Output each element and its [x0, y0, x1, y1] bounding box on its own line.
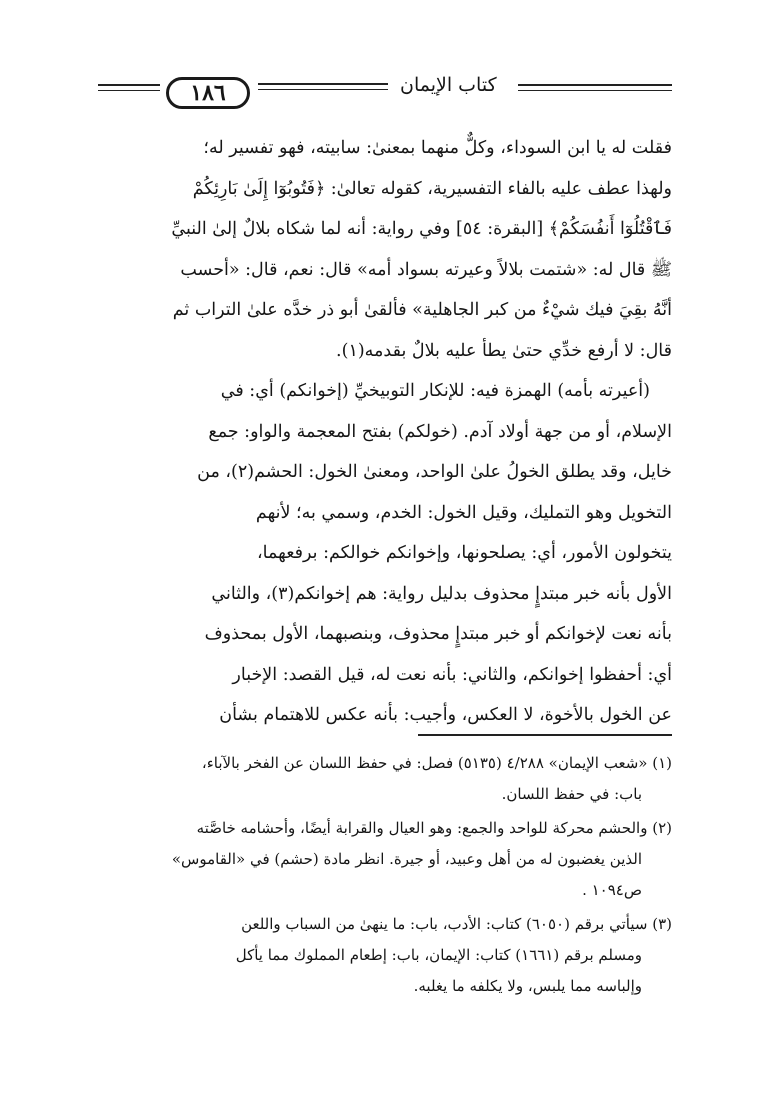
main-text [98, 128, 672, 736]
header-rule-right [258, 83, 388, 85]
text-line: الإسلام، أو من جهة أولاد آدم. (خولكم) بفتح المعجمة والواو: جمع [208, 421, 672, 442]
page-header [98, 70, 672, 116]
header-rule-right-thin [258, 89, 388, 90]
text-line: خايل، وقد يطلق الخولُ علىٰ الواحد، ومعنىٰ الخول: الحشم(٢)، من [197, 462, 672, 482]
footnote-1: (١) «شعب الإيمان» ٤/٢٨٨ (٥١٣٥) فصل: في حفظ اللسان عن الفخر بالآباء، [201, 754, 672, 772]
footnote-3-cont: ومسلم برقم (١٦٦١) كتاب: الإيمان، باب: إطعام المملوك مما يأكل [235, 946, 642, 964]
text-line: التخويل وهو التمليك، وقيل الخول: الخدم، وسمي به؛ لأنهم [255, 502, 672, 523]
text-line: فَٱقْتُلُوٓا أَنفُسَكُمْ﴾ [البقرة: ٥٤] وفي رواية: أنه لما شكاه بلالٌ إلىٰ النبيِّ [171, 219, 672, 239]
text-line: (أعيرته بأمه) الهمزة فيه: للإنكار التوبيخيِّ (إخوانكم) أي: في [220, 381, 650, 401]
header-rule-left-thin [98, 90, 160, 91]
text-line: أي: أحفظوا إخوانكم، والثاني: بأنه نعت له، قيل القصد: الإخبار [232, 664, 672, 685]
text-line: يتخولون الأمور، أي: يصلحونها، وإخوانكم خوالكم: برفعهما، [257, 543, 672, 563]
text-line: بأنه نعت لإخوانكم أو خبر مبتدإٍ محذوف، وبنصبهما، الأول بمحذوف [204, 624, 672, 644]
text-line: ولهذا عطف عليه بالفاء التفسيرية، كقوله تعالىٰ: ﴿فَتُوبُوٓا إِلَىٰ بَارِئِكُمْ [192, 178, 672, 199]
footnote-2-cont: ص١٠٩٤ . [582, 881, 642, 899]
text-line: الأول بأنه خبر مبتدإٍ محذوف بدليل رواية: هم إخوانكم(٣)، والثاني [211, 583, 672, 604]
footnote-2: (٢) والحشم محركة للواحد والجمع: وهو العيال والقرابة أيضًا، وأحشامه خاصَّته [196, 819, 672, 837]
text-line: قال: لا أرفع خدِّي حتىٰ يطأ عليه بلالٌ بقدمه(١). [336, 340, 672, 361]
header-rule-far-right [518, 84, 672, 86]
page-number: ١٨٦ [166, 77, 250, 109]
header-rule-left [98, 84, 160, 86]
header-rule-far-right-thin [518, 90, 672, 91]
footnote-2-cont: الذين يغضبون له من أهل وعبيد، أو جيرة. انظر مادة (حشم) في «القاموس» [171, 850, 642, 868]
footnotes [98, 748, 672, 1002]
footnote-3-cont: وإلباسه مما يلبس، ولا يكلفه ما يغلبه. [413, 977, 642, 995]
running-title: كتاب الإيمان [400, 74, 497, 96]
text-line: عن الخول بالأخوة، لا العكس، وأجيب: بأنه عكس للاهتمام بشأن [219, 705, 672, 725]
footnote-separator [418, 734, 672, 736]
footnote-1-cont: باب: في حفظ اللسان. [501, 785, 642, 803]
footnote-3: (٣) سيأتي برقم (٦٠٥٠) كتاب: الأدب، باب: ما ينهىٰ من السباب واللعن [241, 915, 672, 933]
text-line: ﷺ قال له: «شتمت بلالاً وعيرته بسواد أمه» قال: نعم، قال: «أحسب [180, 259, 672, 280]
text-line: أنَّهُ بقِيَ فيك شيْءٌ من كبر الجاهلية» فألقىٰ أبو ذر خدَّه علىٰ التراب ثم [172, 300, 672, 320]
text-line: فقلت له يا ابن السوداء، وكلٌّ منهما بمعنىٰ: سابيته، فهو تفسير له؛ [203, 138, 672, 158]
